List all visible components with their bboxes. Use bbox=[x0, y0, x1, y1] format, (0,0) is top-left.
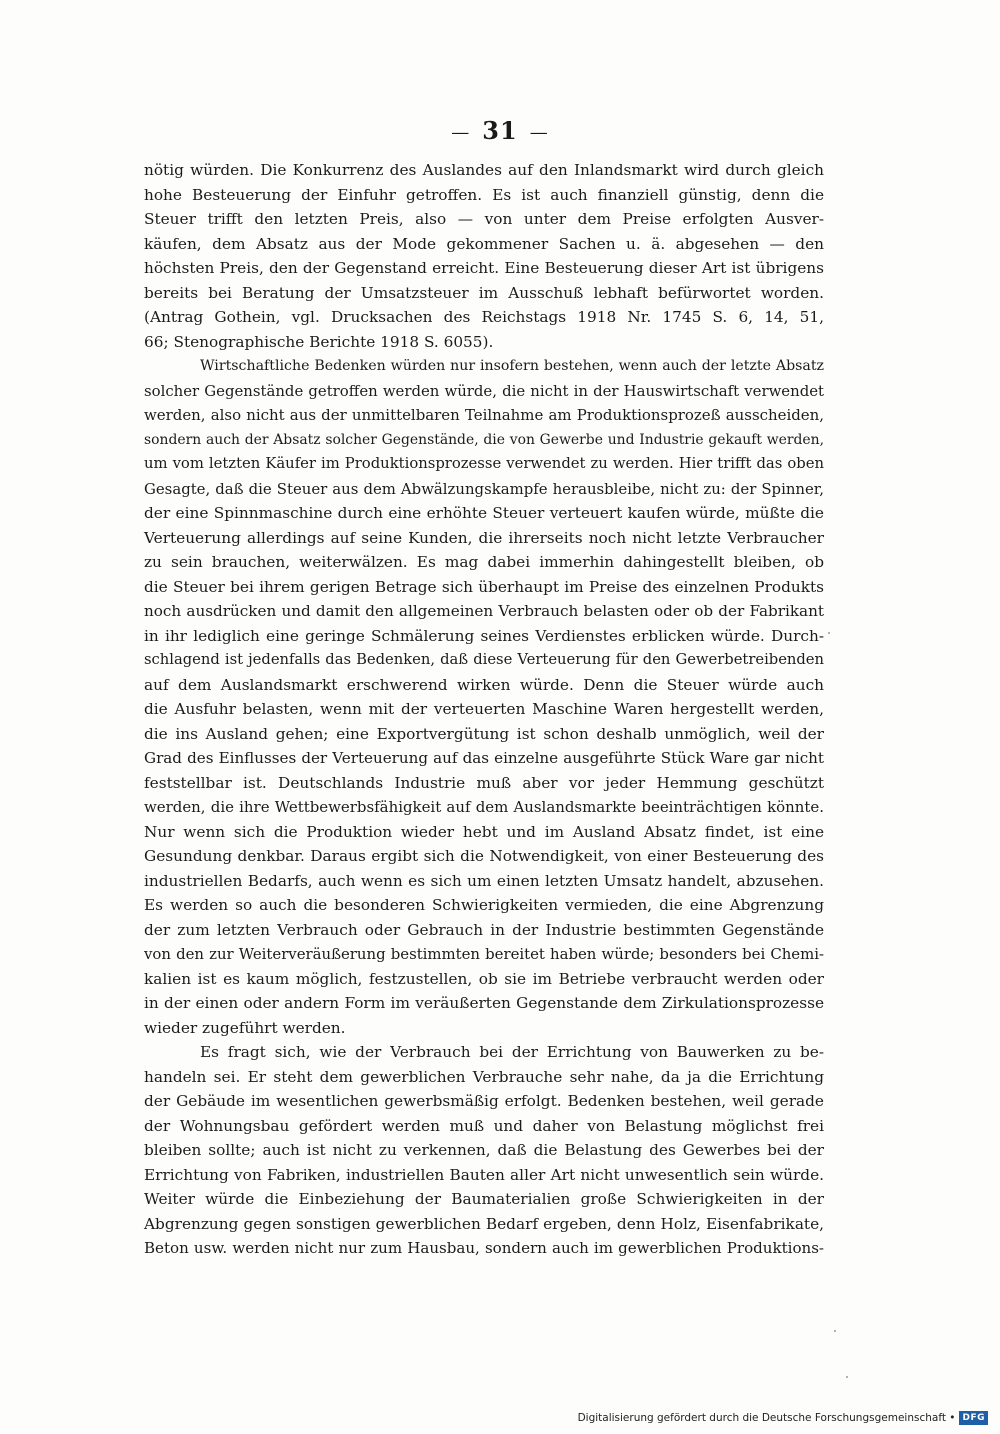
text-line: Beton usw. werden nicht nur zum Hausbau, sondern auch im gewerblichen Produktions- bbox=[144, 1239, 824, 1257]
text-line: Steuer trifft den letzten Preis, also — von unter dem Preise erfolgten Ausver- bbox=[144, 210, 824, 228]
footer-credit bbox=[578, 1411, 988, 1425]
text-line: industriellen Bedarfs, auch wenn es sich um einen letzten Umsatz handelt, abzusehen. bbox=[144, 871, 824, 890]
text-line: die ins Ausland gehen; eine Exportvergütung ist schon deshalb unmöglich, weil der bbox=[144, 724, 824, 743]
credit-text: Digitalisierung gefördert durch die Deutsche Forschungsgemeinschaft • bbox=[577, 1412, 956, 1424]
body-text bbox=[144, 158, 824, 1261]
paragraph-start-line: Wirtschaftliche Bedenken würden nur insofern bestehen, wenn auch der letzte Absatz bbox=[200, 358, 824, 374]
text-line: zu sein brauchen, weiterwälzen. Es mag dabei immerhin dahingestellt bleiben, ob bbox=[144, 553, 824, 571]
text-line: sondern auch der Absatz solcher Gegenstände, die von Gewerbe und Industrie gekauft werden, bbox=[144, 431, 824, 448]
text-line: die Steuer bei ihrem gerigen Betrage sich überhaupt im Preise des einzelnen Produkts bbox=[144, 577, 824, 596]
text-line: Es werden so auch die besonderen Schwierigkeiten vermieden, die eine Abgrenzung bbox=[144, 896, 824, 914]
text-line: Nur wenn sich die Produktion wieder hebt und im Ausland Absatz findet, ist eine bbox=[144, 822, 824, 841]
text-line: der eine Spinnmaschine durch eine erhöhte Steuer verteuert kaufen würde, müßte die bbox=[144, 504, 824, 522]
text-line: bereits bei Beratung der Umsatzsteuer im Ausschuß lebhaft befürwortet worden. bbox=[144, 283, 824, 302]
text-line: wieder zugeführt werden. bbox=[144, 1018, 346, 1037]
text-line: Abgrenzung gegen sonstigen gewerblichen Bedarf ergeben, denn Holz, Eisenfabrikate, bbox=[144, 1214, 824, 1233]
text-line: von den zur Weiterveräußerung bestimmten bereitet haben würde; besonders bei Chemi- bbox=[144, 945, 824, 963]
text-line: solcher Gegenstände getroffen werden würde, die nicht in der Hauswirtschaft verwendet bbox=[144, 381, 824, 400]
text-line: kalien ist es kaum möglich, festzustellen, ob sie im Betriebe verbraucht werden oder bbox=[144, 969, 824, 988]
text-line: in der einen oder andern Form im veräußerten Gegenstande dem Zirkulationsprozesse bbox=[144, 994, 824, 1012]
text-line: Errichtung von Fabriken, industriellen Bauten aller Art nicht unwesentlich sein würde. bbox=[144, 1165, 824, 1184]
text-line: handeln sei. Er steht dem gewerblichen Verbrauche sehr nahe, da ja die Errichtung bbox=[144, 1067, 824, 1086]
paragraph-start-line: Es fragt sich, wie der Verbrauch bei der Errichtung von Bauwerken zu be- bbox=[200, 1043, 824, 1061]
text-line: hohe Besteuerung der Einfuhr getroffen. Es ist auch finanziell günstig, denn die bbox=[144, 185, 824, 204]
dash-left: — bbox=[451, 122, 471, 143]
text-line: schlagend ist jedenfalls das Bedenken, daß diese Verteuerung für den Gewerbetreibenden bbox=[144, 651, 824, 668]
scan-speck bbox=[828, 632, 830, 634]
text-line: 66; Stenographische Berichte 1918 S. 6055). bbox=[144, 332, 494, 351]
text-line: Gesundung denkbar. Daraus ergibt sich die Notwendigkeit, von einer Besteuerung des bbox=[144, 847, 824, 865]
text-line: feststellbar ist. Deutschlands Industrie muß aber vor jeder Hemmung geschützt bbox=[144, 773, 824, 792]
text-line: (Antrag Gothein, vgl. Drucksachen des Reichstags 1918 Nr. 1745 S. 6, 14, 51, bbox=[144, 308, 824, 326]
text-line: Gesagte, daß die Steuer aus dem Abwälzungskampfe herausbleibe, nicht zu: der Spinner, bbox=[144, 479, 824, 498]
text-line: um vom letzten Käufer im Produktionsprozesse verwendet zu werden. Hier trifft das oben bbox=[144, 455, 824, 472]
text-line: höchsten Preis, den der Gegenstand erreicht. Eine Besteuerung dieser Art ist übrigens bbox=[144, 259, 824, 277]
text-line: die Ausfuhr belasten, wenn mit der verteuerten Maschine Waren hergestellt werden, bbox=[144, 700, 824, 718]
page-header bbox=[0, 116, 1000, 145]
text-line: Weiter würde die Einbeziehung der Baumaterialien große Schwierigkeiten in der bbox=[144, 1190, 824, 1208]
dash-right: — bbox=[529, 122, 549, 143]
scan-speck bbox=[834, 1330, 836, 1332]
text-line: käufen, dem Absatz aus der Mode gekommener Sachen u. ä. abgesehen — den bbox=[144, 234, 824, 253]
text-line: werden, die ihre Wettbewerbsfähigkeit auf dem Auslandsmarkte beeinträchtigen könnte. bbox=[144, 798, 824, 816]
text-line: Grad des Einflusses der Verteuerung auf das einzelne ausgeführte Stück Ware gar nicht bbox=[144, 749, 824, 767]
text-line: nötig würden. Die Konkurrenz des Auslandes auf den Inlandsmarkt wird durch gleich bbox=[144, 161, 824, 179]
text-line: der Wohnungsbau gefördert werden muß und daher von Belastung möglichst frei bbox=[144, 1116, 824, 1135]
text-line: noch ausdrücken und damit den allgemeinen Verbrauch belasten oder ob der Fabrikant bbox=[144, 602, 824, 620]
text-line: der zum letzten Verbrauch oder Gebrauch in der Industrie bestimmten Gegenstände bbox=[144, 920, 824, 939]
text-line: werden, also nicht aus der unmittelbaren Teilnahme am Produktionsprozeß ausscheiden, bbox=[144, 406, 824, 424]
dfg-logo-icon: DFG bbox=[959, 1411, 988, 1425]
text-line: Verteuerung allerdings auf seine Kunden, die ihrerseits noch nicht letzte Verbraucher bbox=[144, 528, 824, 547]
text-line: bleiben sollte; auch ist nicht zu verkennen, daß die Belastung des Gewerbes bei der bbox=[144, 1141, 824, 1159]
page-number: 31 bbox=[482, 116, 518, 145]
text-line: auf dem Auslandsmarkt erschwerend wirken würde. Denn die Steuer würde auch bbox=[144, 675, 824, 694]
text-line: der Gebäude im wesentlichen gewerbsmäßig erfolgt. Bedenken bestehen, weil gerade bbox=[144, 1092, 824, 1110]
text-line: in ihr lediglich eine geringe Schmälerung seines Verdienstes erblicken würde. Durch- bbox=[144, 626, 824, 645]
scan-speck bbox=[846, 1376, 848, 1378]
